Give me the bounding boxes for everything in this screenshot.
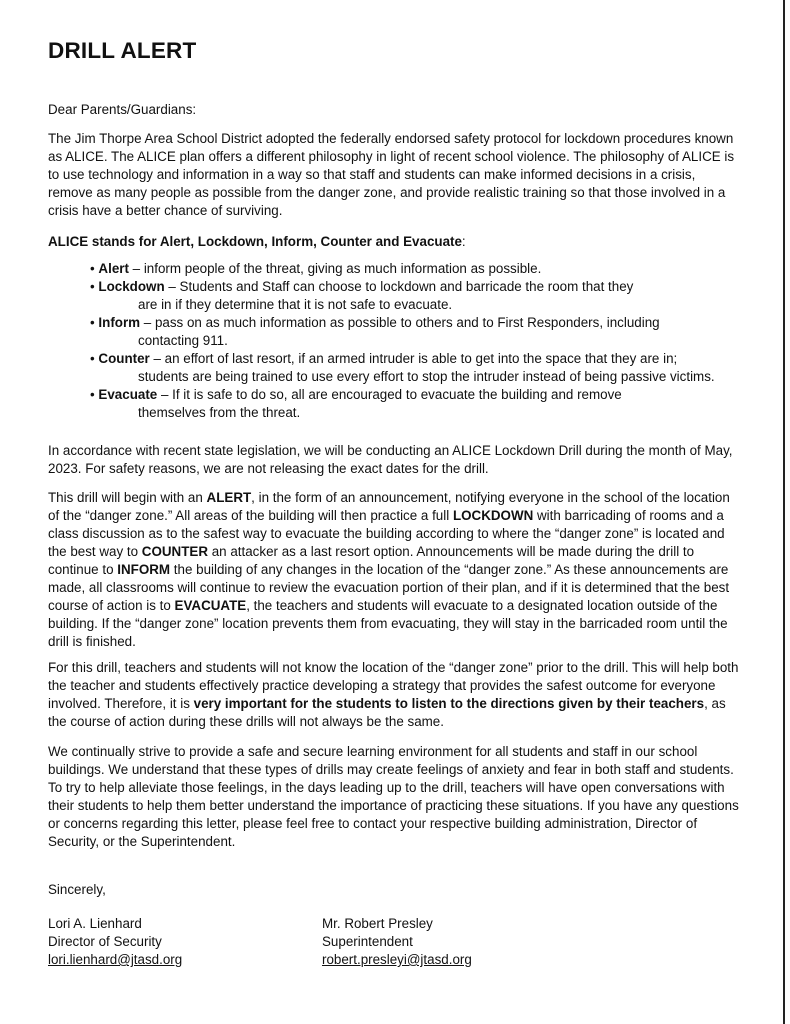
- list-item: • Inform – pass on as much information as possible to others and to First Responders, including contacting 911.: [90, 314, 740, 350]
- alice-term: Inform: [98, 315, 141, 330]
- alice-stands-for: [48, 233, 740, 251]
- teachers-text: For this drill, teachers and students will not know the location of the “danger zone” prior to the drill. This will help both the teacher and students effectively practice developing a strategy that provides the safest outcome for everyone involved. Therefore, it is: [48, 660, 739, 711]
- closing: Sincerely,: [48, 882, 106, 897]
- alice-stands-for-colon: :: [461, 234, 466, 249]
- signer-name: Mr. Robert Presley: [322, 916, 433, 931]
- signer-title: Superintendent: [322, 934, 413, 949]
- drill-keyword: LOCKDOWN: [452, 508, 534, 523]
- signer-title: Director of Security: [48, 934, 162, 949]
- page-title: DRILL ALERT: [48, 38, 197, 63]
- drill-text: , in the form of an announcement, notifying everyone in the school of the location of the “danger zone.” All areas of the building will then practice a full: [48, 490, 730, 523]
- page-edge-line: [783, 0, 785, 1024]
- alice-desc-cont: themselves from the threat.: [138, 405, 301, 420]
- signature-superintendent: [322, 915, 472, 969]
- alice-list: [90, 260, 740, 422]
- alice-desc-cont: contacting 911.: [138, 333, 228, 348]
- signer-name: Lori A. Lienhard: [48, 916, 142, 931]
- drill-text: the building of any changes in the location of the “danger zone.” As these announcements are made, all classrooms will continue to review the evacuation portion of their plan, and if it is determined that the best course of action is to: [48, 562, 730, 613]
- alice-term: Counter: [98, 351, 150, 366]
- intro-paragraph: The Jim Thorpe Area School District adopted the federally endorsed safety protocol for lockdown procedures known as ALICE. The ALICE plan offers a different philosophy in light of recent school violence. The philosophy of ALICE is to use technology and information in a way so that staff and students can make informed decisions in a crisis, remove as many people as possible from the danger zone, and provide realistic training so that those involved in a crisis have a better chance of surviving.: [48, 131, 735, 218]
- list-item: • Evacuate – If it is safe to do so, all are encouraged to evacuate the building and remove themselves from the threat.: [90, 386, 740, 422]
- alice-desc: – an effort of last resort, if an armed intruder is able to get into the space that they are in;: [149, 351, 678, 366]
- drill-text: with barricading of rooms and a class discussion as to the safest way to evacuate the building according to where the “danger zone” is located and the best way to: [48, 508, 725, 559]
- teachers-emphasis: very important for the students to listen to the directions given by their teachers: [193, 696, 705, 711]
- list-item: • Counter – an effort of last resort, if an armed intruder is able to get into the space that they are in; students are being trained to use every effort to stop the intruder instead of being passive victims.: [90, 350, 740, 386]
- list-item: • Alert – inform people of the threat, giving as much information as possible.: [90, 261, 542, 276]
- drill-keyword: INFORM: [117, 562, 171, 577]
- alice-desc-cont: are in if they determine that it is not safe to evacuate.: [138, 297, 453, 312]
- teachers-text: , as the course of action during these drills will not always be the same.: [48, 696, 726, 729]
- salutation: Dear Parents/Guardians:: [48, 102, 197, 117]
- alice-term: Alert: [98, 261, 129, 276]
- alice-desc: – inform people of the threat, giving as much information as possible.: [128, 261, 542, 276]
- strive-paragraph: We continually strive to provide a safe and secure learning environment for all students and staff in our school buildings. We understand that these types of drills may create feelings of anxiety and fear in both staff and students. To try to help alleviate those feelings, in the days leading up to the drill, teachers will have open conversations with their students to help them better understand the importance of practicing these situations. If you have any questions or concerns regarding this letter, please feel free to contact your respective building administration, Director of Security, or the Superintendent.: [48, 744, 739, 849]
- signer-email-link[interactable]: robert.presleyi@jtasd.org: [322, 952, 472, 967]
- drill-keyword: EVACUATE: [174, 598, 247, 613]
- alice-stands-for-text: ALICE stands for Alert, Lockdown, Inform, Counter and Evacuate: [48, 234, 462, 249]
- alice-desc: – Students and Staff can choose to lockdown and barricade the room that they: [164, 279, 634, 294]
- teachers-paragraph: [48, 659, 740, 731]
- drill-paragraph: [48, 489, 740, 651]
- drill-keyword: ALERT: [206, 490, 252, 505]
- signer-email-link[interactable]: lori.lienhard@jtasd.org: [48, 952, 183, 967]
- alice-desc: – If it is safe to do so, all are encouraged to evacuate the building and remove: [157, 387, 622, 402]
- drill-text: an attacker as a last resort option. Announcements will be made during the drill to continue to: [48, 544, 695, 577]
- alice-term: Evacuate: [98, 387, 158, 402]
- signature-security: [48, 915, 182, 969]
- alice-desc-cont: students are being trained to use every effort to stop the intruder instead of being passive victims.: [138, 369, 715, 384]
- list-item: • Lockdown – Students and Staff can choose to lockdown and barricade the room that they are in if they determine that it is not safe to evacuate.: [90, 278, 740, 314]
- drill-text: This drill will begin with an: [48, 490, 207, 505]
- alice-desc: – pass on as much information as possible to others and to First Responders, including: [140, 315, 660, 330]
- drill-text: , the teachers and students will evacuate to a designated location outside of the building. If the “danger zone” location prevents them from evacuating, they will stay in the barricaded room until the drill is finished.: [48, 598, 728, 649]
- alice-term: Lockdown: [98, 279, 165, 294]
- legislation-paragraph: In accordance with recent state legislation, we will be conducting an ALICE Lockdown Drill during the month of May, 2023. For safety reasons, we are not releasing the exact dates for the drill.: [48, 443, 733, 476]
- drill-keyword: COUNTER: [141, 544, 209, 559]
